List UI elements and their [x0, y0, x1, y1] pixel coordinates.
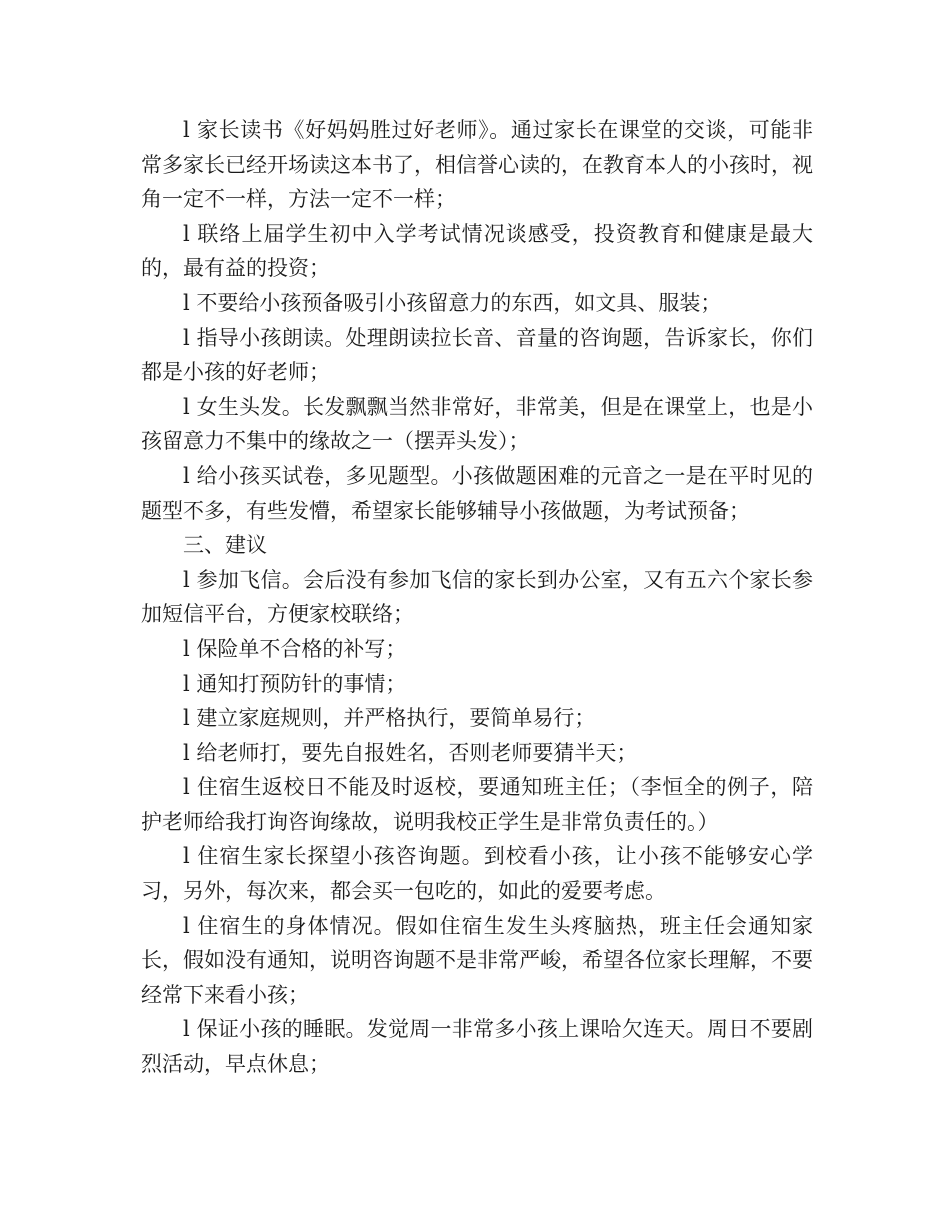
paragraph-girls-hair: l 女生头发。长发飘飘当然非常好，非常美，但是在课堂上，也是小孩留意力不集中的缘故之一（摆弄头发）；: [141, 394, 813, 454]
paragraph-family-rules: l 建立家庭规则，并严格执行，要简单易行；: [183, 706, 596, 731]
paragraph-test-papers: l 给小孩买试卷，多见题型。小孩做题困难的元音之一是在平时见的题型不多，有些发懵，希望家长能够辅导小孩做题，为考试预备；: [141, 463, 813, 523]
paragraph-no-distractions: l 不要给小孩预备吸引小孩留意力的东西，如文具、服装；: [183, 290, 722, 315]
paragraph-insurance: l 保险单不合格的补写；: [183, 636, 407, 661]
section-heading-suggestions: 三、建议: [183, 533, 267, 558]
paragraph-sleep: l 保证小孩的睡眠。发觉周一非常多小孩上课哈欠连天。周日不要剧烈活动，早点休息；: [141, 1017, 813, 1077]
paragraph-calling-teacher: l 给老师打，要先自报姓名，否则老师要猜半天；: [183, 740, 638, 765]
paragraph-reading-guidance: l 指导小孩朗读。处理朗读拉长音、音量的咨询题，告诉家长，你们都是小孩的好老师；: [141, 325, 813, 385]
paragraph-student-health: l 住宿生的身体情况。假如住宿生发生头疼脑热，班主任会通知家长，假如没有通知，说明咨询题不是非常严峻，希望各位家长理解，不要经常下来看小孩；: [141, 913, 813, 1007]
paragraph-parent-visits: l 住宿生家长探望小孩咨询题。到校看小孩，让小孩不能够安心学习，另外，每次来，都会买一包吃的，如此的爱要考虑。: [141, 844, 813, 904]
paragraph-reading-book: l 家长读书《好妈妈胜过好老师》。通过家长在课堂的交谈，可能非常多家长已经开场读这本书了，相信誉心读的，在教育本人的小孩时，视角一定不一样，方法一定不一样；: [141, 118, 813, 212]
paragraph-exam-experience: l 联络上届学生初中入学考试情况谈感受，投资教育和健康是最大的，最有益的投资；: [141, 221, 813, 281]
paragraph-return-to-school: l 住宿生返校日不能及时返校，要通知班主任；（李恒全的例子，陪护老师给我打询咨询缘故，说明我校正学生是非常负责任的。）: [141, 775, 813, 834]
paragraph-fetion: l 参加飞信。会后没有参加飞信的家长到办公室，又有五六个家长参加短信平台，方便家校联络；: [141, 567, 813, 627]
document-body: [141, 113, 813, 1082]
paragraph-vaccination: l 通知打预防针的事情；: [183, 671, 407, 696]
